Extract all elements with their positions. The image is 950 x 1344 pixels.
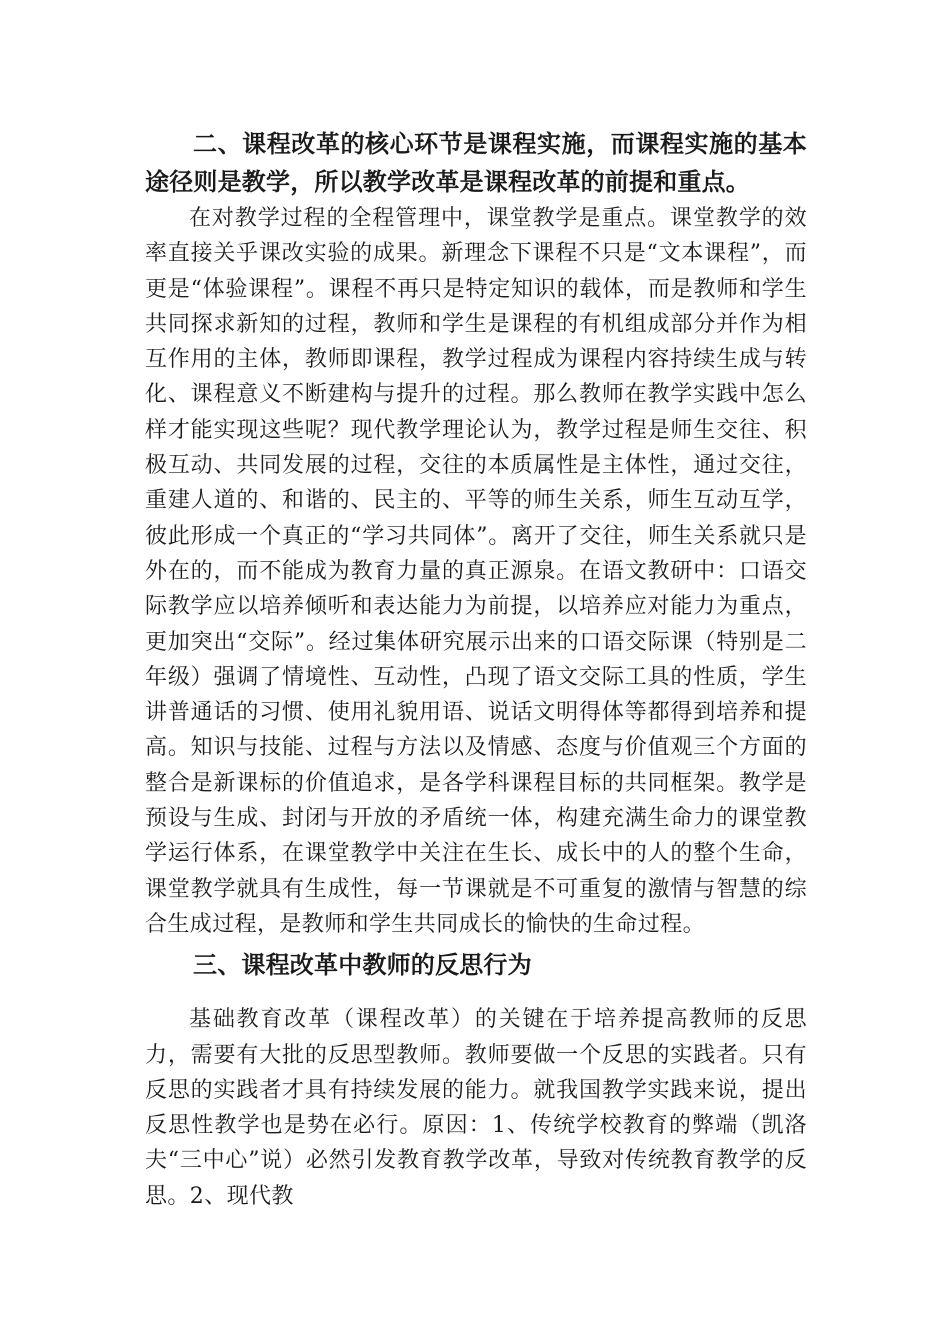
section-2-paragraph: 在对教学过程的全程管理中，课堂教学是重点。课堂教学的效率直接关乎课改实验的成果。新理念下课程不只是“文本课程”，而更是“体验课程”。课程不再只是特定知识的载体，而是教师和学生共同探求新知的过程，教师和学生是课程的有机组成部分并作为相互作用的主体，教师即课程，教学过程成为课程内容持续生成与转化、课程意义不断建构与提升的过程。那么教师在教学实践中怎么样才能实现这些呢？现代教学理论认为，教学过程是师生交往、积极互动、共同发展的过程，交往的本质属性是主体性，通过交往，重建人道的、和谐的、民主的、平等的师生关系，师生互动互学，彼此形成一个真正的“学习共同体”。离开了交往，师生关系就只是外在的，而不能成为教育力量的真正源泉。在语文教研中：口语交际教学应以培养倾听和表达能力为前提，以培养应对能力为重点，更加突出“交际”。经过集体研究展示出来的口语交际课（特别是二年级）强调了情境性、互动性，凸现了语文交际工具的性质，学生讲普通话的习惯、使用礼貌用语、说话文明得体等都得到培养和提高。知识与技能、过程与方法以及情感、态度与价值观三个方面的整合是新课标的价值追求，是各学科课程目标的共同框架。教学是预设与生成、封闭与开放的矛盾统一体，构建充满生命力的课堂教学运行体系，在课堂教学中关注在生长、成长中的人的整个生命，课堂教学就具有生成性，每一节课就是不可重复的激情与智慧的综合生成过程，是教师和学生共同成长的愉快的生命过程。 — [145, 206, 807, 937]
section-2-heading: 二、课程改革的核心环节是课程实施，而课程实施的基本途径则是教学，所以教学改革是课程改革的前提和重点。 — [145, 130, 807, 196]
document-body — [145, 117, 807, 1214]
section-3-heading: 三、课程改革中教师的反思行为 — [193, 951, 532, 980]
section-3-paragraph: 基础教育改革（课程改革）的关键在于培养提高教师的反思力，需要有大批的反思型教师。教师要做一个反思的实践者。只有反思的实践者才具有持续发展的能力。就我国教学实践来说，提出反思性教学也是势在必行。原因：1、传统学校教育的弊端（凯洛夫“三中心”说）必然引发教育教学改革，导致对传统教育教学的反思。2、现代教 — [145, 1007, 807, 1209]
